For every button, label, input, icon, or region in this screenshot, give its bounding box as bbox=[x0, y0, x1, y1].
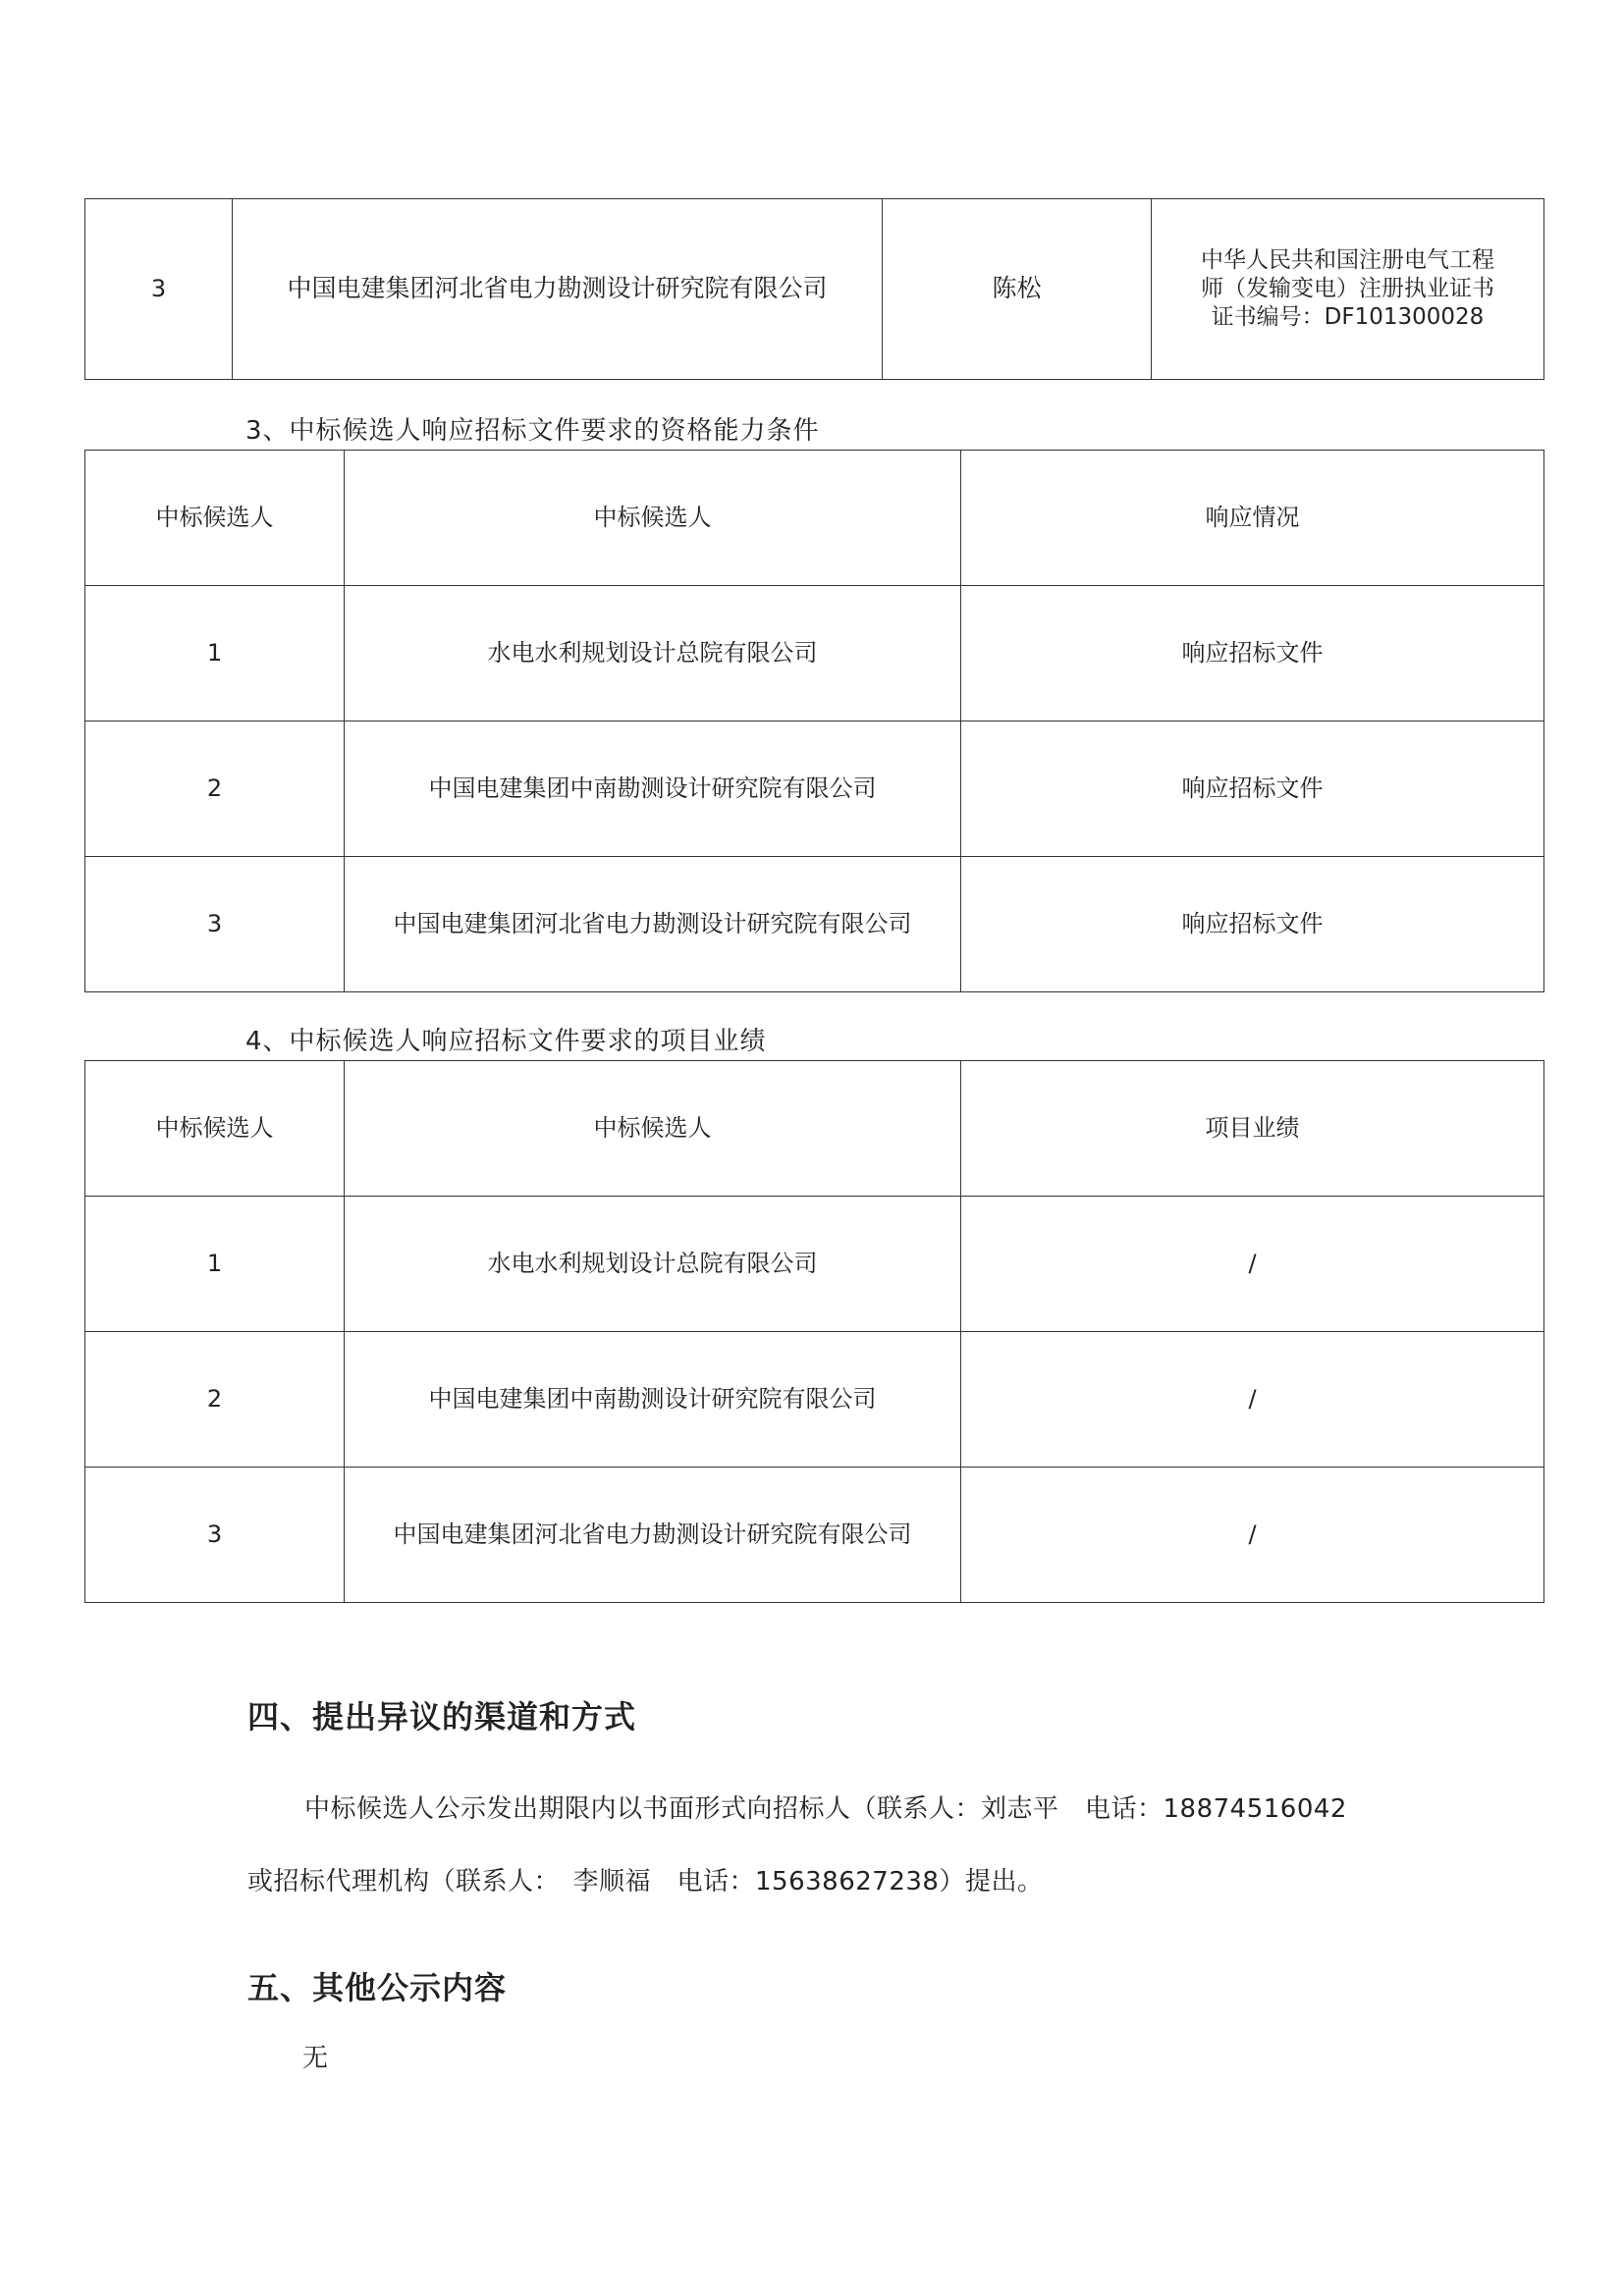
objection-text-line2: 或招标代理机构（联系人： 李顺福 电话：15638627238）提出。 bbox=[247, 1867, 1044, 1896]
column-header: 中标候选人 bbox=[345, 451, 961, 586]
certificate-cell bbox=[1152, 199, 1544, 380]
company-name: 中国电建集团中南勘测设计研究院有限公司 bbox=[345, 721, 961, 857]
table-row bbox=[85, 1197, 1544, 1332]
table-row bbox=[85, 199, 1544, 380]
table-header-row bbox=[85, 451, 1544, 586]
row-number: 3 bbox=[85, 857, 345, 992]
row-number: 2 bbox=[85, 721, 345, 857]
table-row bbox=[85, 1332, 1544, 1468]
row-number: 3 bbox=[85, 1468, 345, 1603]
staff-table bbox=[84, 198, 1544, 380]
section3-caption: 3、中标候选人响应招标文件要求的资格能力条件 bbox=[245, 416, 820, 446]
column-header: 中标候选人 bbox=[85, 451, 345, 586]
certificate-line: 证书编号：DF101300028 bbox=[1211, 303, 1485, 330]
project-performance: / bbox=[961, 1332, 1544, 1468]
table-header-row bbox=[85, 1061, 1544, 1197]
table-row bbox=[85, 857, 1544, 992]
response-status: 响应招标文件 bbox=[961, 721, 1544, 857]
other-heading: 五、其他公示内容 bbox=[247, 1969, 508, 2006]
company-name: 中国电建集团河北省电力勘测设计研究院有限公司 bbox=[345, 857, 961, 992]
person-name: 陈松 bbox=[883, 199, 1152, 380]
objection-text-line1: 中标候选人公示发出期限内以书面形式向招标人（联系人：刘志平 电话：18874516042 bbox=[304, 1794, 1347, 1824]
table-row bbox=[85, 1468, 1544, 1603]
project-performance: / bbox=[961, 1468, 1544, 1603]
company-name: 中国电建集团中南勘测设计研究院有限公司 bbox=[345, 1332, 961, 1468]
section4-caption: 4、中标候选人响应招标文件要求的项目业绩 bbox=[245, 1027, 767, 1056]
other-content: 无 bbox=[302, 2044, 329, 2073]
company-name: 中国电建集团河北省电力勘测设计研究院有限公司 bbox=[345, 1468, 961, 1603]
certificate-line: 中华人民共和国注册电气工程 bbox=[1201, 247, 1494, 274]
row-number: 3 bbox=[85, 199, 233, 380]
response-status: 响应招标文件 bbox=[961, 586, 1544, 721]
qualification-table bbox=[84, 450, 1544, 992]
table-row bbox=[85, 586, 1544, 721]
company-name: 水电水利规划设计总院有限公司 bbox=[345, 1197, 961, 1332]
performance-table bbox=[84, 1060, 1544, 1603]
column-header: 中标候选人 bbox=[85, 1061, 345, 1197]
column-header: 项目业绩 bbox=[961, 1061, 1544, 1197]
table-row bbox=[85, 721, 1544, 857]
response-status: 响应招标文件 bbox=[961, 857, 1544, 992]
column-header: 中标候选人 bbox=[345, 1061, 961, 1197]
project-performance: / bbox=[961, 1197, 1544, 1332]
row-number: 2 bbox=[85, 1332, 345, 1468]
objection-heading: 四、提出异议的渠道和方式 bbox=[247, 1698, 637, 1735]
certificate-line: 师（发输变电）注册执业证书 bbox=[1201, 276, 1494, 302]
column-header: 响应情况 bbox=[961, 451, 1544, 586]
row-number: 1 bbox=[85, 586, 345, 721]
row-number: 1 bbox=[85, 1197, 345, 1332]
company-name: 水电水利规划设计总院有限公司 bbox=[345, 586, 961, 721]
company-name: 中国电建集团河北省电力勘测设计研究院有限公司 bbox=[233, 199, 883, 380]
